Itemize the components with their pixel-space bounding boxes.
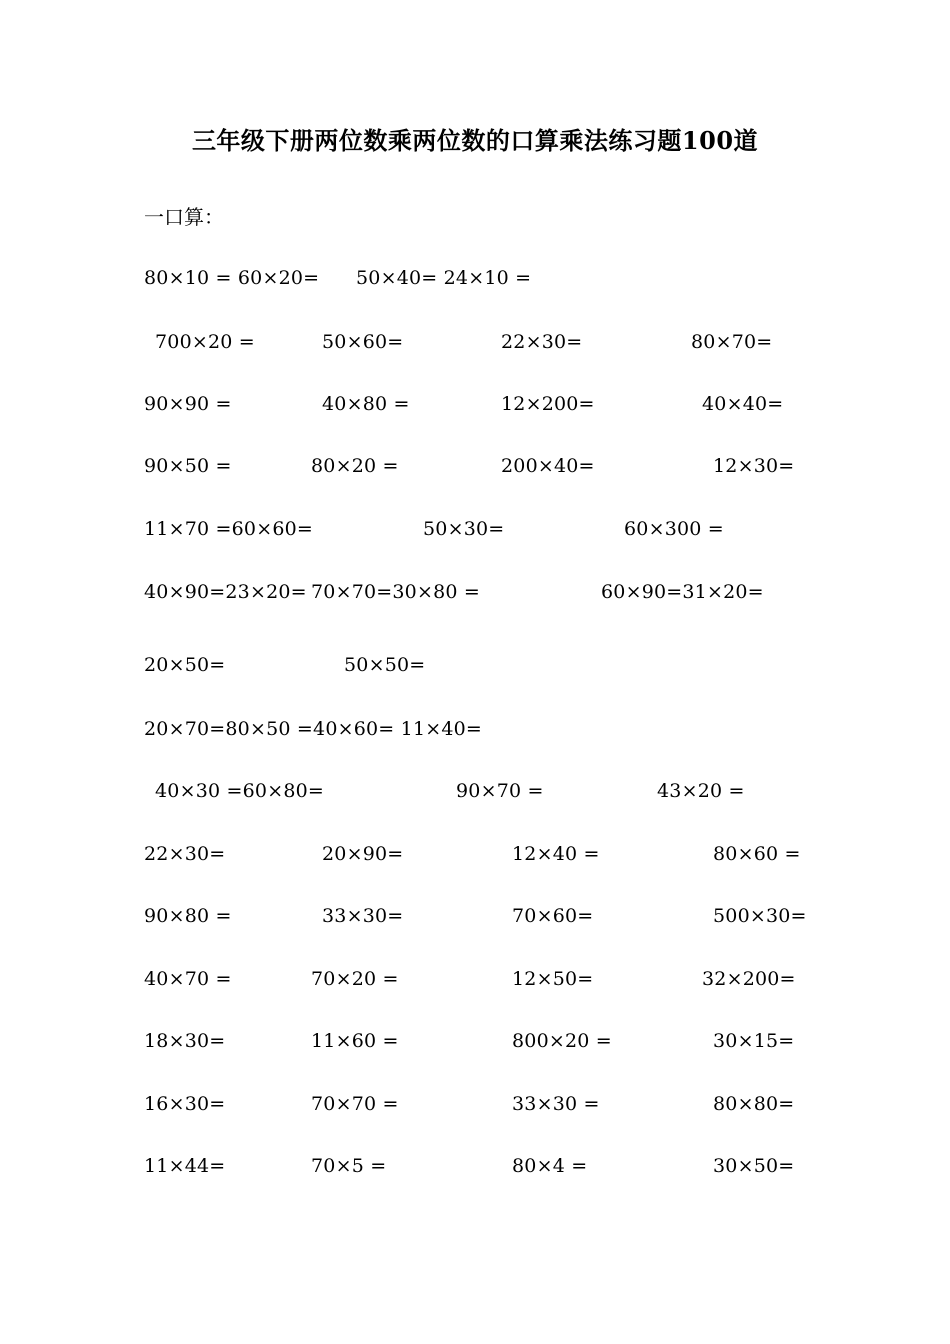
exercise-row bbox=[0, 776, 950, 806]
exercise-item: 80×70= bbox=[691, 331, 773, 353]
exercise-item: 11×44= bbox=[144, 1155, 226, 1177]
exercise-row bbox=[0, 451, 950, 481]
exercise-item: 200×40= bbox=[501, 455, 595, 477]
exercise-item: 22×30= bbox=[501, 331, 583, 353]
exercise-item: 33×30 = bbox=[512, 1093, 600, 1115]
exercise-item: 70×5 = bbox=[311, 1155, 387, 1177]
exercise-item: 90×50 = bbox=[144, 455, 232, 477]
exercise-item: 90×90 = bbox=[144, 393, 232, 415]
exercise-item: 30×15= bbox=[713, 1030, 795, 1052]
exercise-item: 800×20 = bbox=[512, 1030, 612, 1052]
exercise-item: 60×90=31×20= bbox=[601, 581, 764, 603]
exercise-item: 70×70 = bbox=[311, 1093, 399, 1115]
exercise-item: 33×30= bbox=[322, 905, 404, 927]
exercise-item: 80×20 = bbox=[311, 455, 399, 477]
exercise-item: 40×40= bbox=[702, 393, 784, 415]
exercise-item: 90×70 = bbox=[456, 780, 544, 802]
exercise-item: 40×30 =60×80= bbox=[155, 780, 325, 802]
exercise-item: 20×50= bbox=[144, 654, 226, 676]
exercise-item: 80×60 = bbox=[713, 843, 801, 865]
exercise-item: 70×70=30×80 = bbox=[311, 581, 481, 603]
exercise-row bbox=[0, 263, 950, 293]
exercise-row bbox=[0, 514, 950, 544]
exercise-item: 60×300 = bbox=[624, 518, 724, 540]
exercise-item: 50×60= bbox=[322, 331, 404, 353]
exercise-item: 50×50= bbox=[344, 654, 426, 676]
exercise-item: 32×200= bbox=[702, 968, 796, 990]
exercise-row bbox=[0, 577, 950, 607]
exercise-row bbox=[0, 839, 950, 869]
exercise-item: 700×20 = bbox=[155, 331, 255, 353]
exercise-row bbox=[0, 1151, 950, 1181]
exercise-item: 70×60= bbox=[512, 905, 594, 927]
exercise-item: 50×40= 24×10 = bbox=[356, 267, 532, 289]
exercise-item: 18×30= bbox=[144, 1030, 226, 1052]
exercise-item: 80×4 = bbox=[512, 1155, 588, 1177]
exercise-row bbox=[0, 964, 950, 994]
exercise-item: 20×90= bbox=[322, 843, 404, 865]
exercise-item: 11×70 =60×60= bbox=[144, 518, 314, 540]
exercise-item: 22×30= bbox=[144, 843, 226, 865]
exercise-item: 80×80= bbox=[713, 1093, 795, 1115]
exercise-row bbox=[0, 1089, 950, 1119]
exercise-item: 12×30= bbox=[713, 455, 795, 477]
exercise-item: 40×90=23×20= bbox=[144, 581, 307, 603]
exercise-item: 80×10 = 60×20= bbox=[144, 267, 320, 289]
exercise-item: 500×30= bbox=[713, 905, 807, 927]
exercise-row bbox=[0, 327, 950, 357]
section-heading: 一口算： bbox=[144, 205, 224, 229]
exercise-item: 12×200= bbox=[501, 393, 595, 415]
exercise-item: 16×30= bbox=[144, 1093, 226, 1115]
exercise-item: 40×80 = bbox=[322, 393, 410, 415]
exercise-row bbox=[0, 650, 950, 680]
exercise-item: 30×50= bbox=[713, 1155, 795, 1177]
exercise-item: 40×70 = bbox=[144, 968, 232, 990]
exercise-item: 70×20 = bbox=[311, 968, 399, 990]
exercise-item: 12×50= bbox=[512, 968, 594, 990]
exercise-item: 12×40 = bbox=[512, 843, 600, 865]
exercise-row bbox=[0, 714, 950, 744]
exercise-row bbox=[0, 901, 950, 931]
exercise-row bbox=[0, 389, 950, 419]
page-title: 三年级下册两位数乘两位数的口算乘法练习题100道 bbox=[191, 126, 759, 155]
exercise-item: 50×30= bbox=[423, 518, 505, 540]
exercise-item: 90×80 = bbox=[144, 905, 232, 927]
exercise-item: 11×60 = bbox=[311, 1030, 399, 1052]
exercise-row bbox=[0, 1026, 950, 1056]
exercise-item: 43×20 = bbox=[657, 780, 745, 802]
exercise-item: 20×70=80×50 =40×60= 11×40= bbox=[144, 718, 483, 740]
